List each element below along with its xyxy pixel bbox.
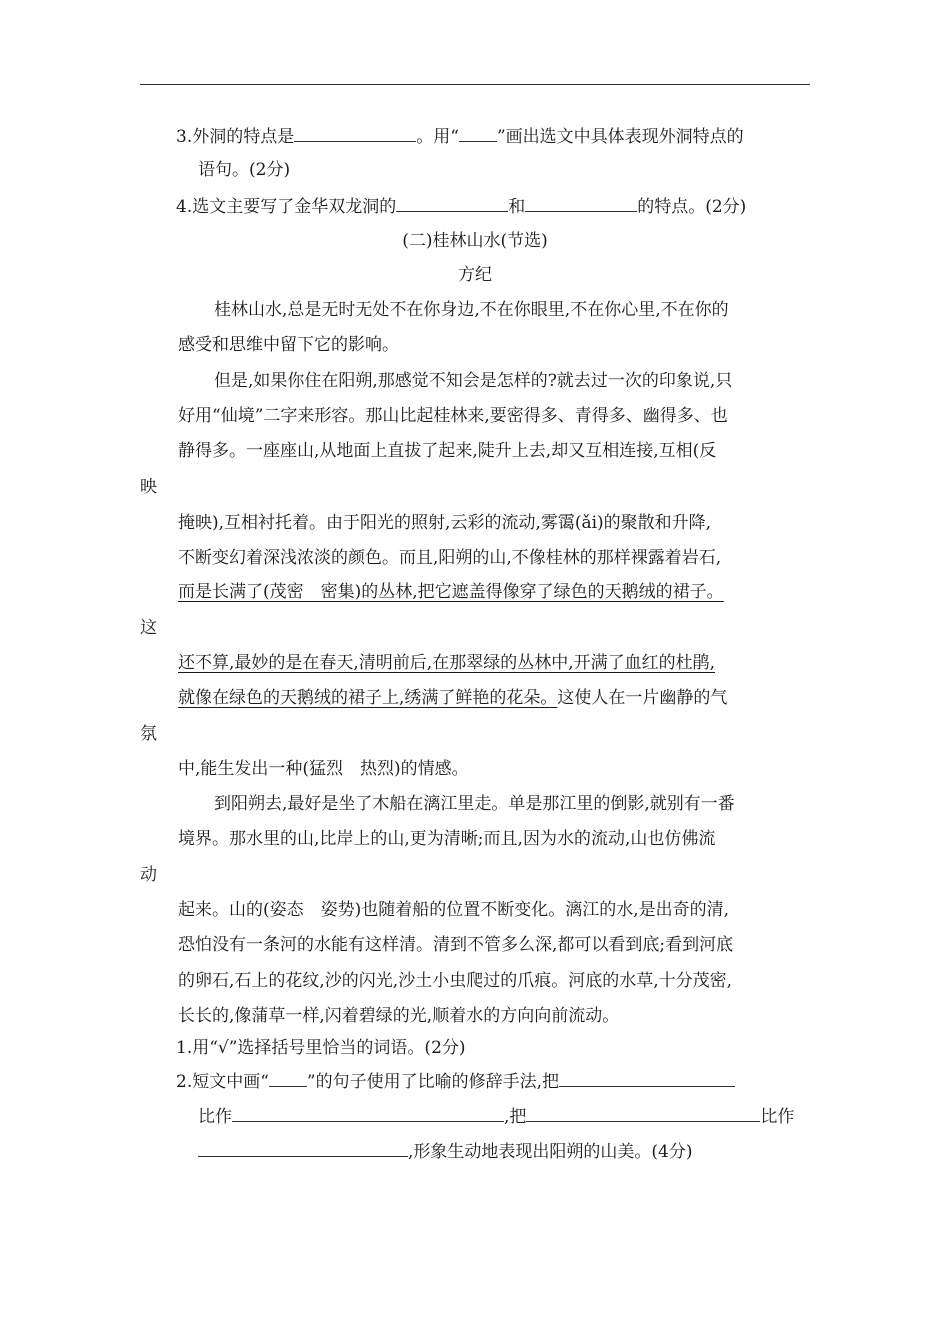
passage-line: 中,能生发出一种(猛烈 热烈)的情感。 <box>178 759 469 779</box>
q2-text-d: ,把 <box>504 1107 527 1127</box>
answer-blank[interactable] <box>198 1139 408 1157</box>
question-1: 1.用“√”选择括号里恰当的词语。(2分) <box>176 1038 466 1058</box>
answer-blank[interactable] <box>232 1104 504 1122</box>
passage-line: 桂林山水,总是无时无处不在你身边,不在你眼里,不在你心里,不在你的 <box>214 300 729 320</box>
passage-line-underlined: 而是长满了(茂密 密集)的丛林,把它遮盖得像穿了绿色的天鹅绒的裙子。 <box>178 582 724 602</box>
answer-blank[interactable] <box>525 194 637 212</box>
passage-line: 掩映),互相衬托着。由于阳光的照射,云彩的流动,雾霭(ǎi)的聚散和升降, <box>178 513 712 533</box>
q3-line-1 <box>176 124 744 148</box>
underlined-sentence: 就像在绿色的天鹅绒的裙子上,绣满了鲜艳的花朵。 <box>178 688 558 708</box>
passage-wrap-char: 这 <box>140 618 157 638</box>
passage-line: 静得多。一座座山,从地面上直拔了起来,陡升上去,却又互相连接,互相(反 <box>178 441 717 461</box>
q2-text-f: ,形象生动地表现出阳朔的山美。(4分) <box>408 1142 693 1162</box>
q3-text-b: 。用“ <box>416 127 459 147</box>
header-rule <box>140 84 810 85</box>
q4-line <box>176 194 746 218</box>
question-2-line-1 <box>176 1069 735 1093</box>
q2-text-c: 比作 <box>198 1107 232 1127</box>
passage-wrap-char: 映 <box>140 477 157 497</box>
passage-line <box>178 686 727 710</box>
answer-blank[interactable] <box>294 124 416 142</box>
q2-text-a: 2.短文中画“ <box>176 1072 269 1092</box>
q2-text-b: ”的句子使用了比喻的修辞手法,把 <box>306 1072 560 1092</box>
passage-line: 好用“仙境”二字来形容。那山比起桂林来,要密得多、青得多、幽得多、也 <box>178 406 728 426</box>
q4-text-b: 和 <box>508 197 526 217</box>
passage-line: 到阳朔去,最好是坐了木船在漓江里走。单是那江里的倒影,就别有一番 <box>214 794 735 814</box>
q4-text-c: 的特点。(2分) <box>637 197 747 217</box>
passage-line: 境界。那水里的山,比岸上的山,更为清晰;而且,因为水的流动,山也仿佛流 <box>178 829 716 849</box>
q3-line-2: 语句。(2分) <box>198 160 291 180</box>
answer-blank[interactable] <box>526 1104 760 1122</box>
question-2-line-3 <box>198 1139 692 1163</box>
passage-line: 但是,如果你住在阳朔,那感觉不知会是怎样的?就去过一次的印象说,只 <box>214 371 733 391</box>
passage-wrap-char: 氛 <box>140 724 157 744</box>
q3-text-a: 3.外洞的特点是 <box>176 127 295 147</box>
q4-text-a: 4.选文主要写了金华双龙洞的 <box>176 197 397 217</box>
passage-line: 不断变幻着深浅浓淡的颜色。而且,阳朔的山,不像桂林的那样裸露着岩石, <box>178 548 722 568</box>
underline-mark-sample <box>269 1069 307 1087</box>
q2-text-e: 比作 <box>760 1107 795 1127</box>
passage-line-underlined: 还不算,最妙的是在春天,清明前后,在那翠绿的丛林中,开满了血红的杜鹃, <box>178 653 716 673</box>
underline-mark-sample <box>459 124 497 142</box>
section-author: 方纪 <box>458 265 492 285</box>
answer-blank[interactable] <box>396 194 508 212</box>
passage-line: 恐怕没有一条河的水能有这样清。清到不管多么深,都可以看到底;看到河底 <box>178 935 734 955</box>
passage-line: 的卵石,石上的花纹,沙的闪光,沙土小虫爬过的爪痕。河底的水草,十分茂密, <box>178 971 733 991</box>
section-title: (二)桂林山水(节选) <box>402 231 548 251</box>
passage-text: 这使人在一片幽静的气 <box>557 688 728 708</box>
passage-wrap-char: 动 <box>140 865 157 885</box>
passage-line: 起来。山的(姿态 姿势)也随着船的位置不断变化。漓江的水,是出奇的清, <box>178 900 730 920</box>
passage-line: 感受和思维中留下它的影响。 <box>178 335 399 355</box>
answer-blank[interactable] <box>559 1069 735 1087</box>
passage-line: 长长的,像蒲草一样,闪着碧绿的光,顺着水的方向向前流动。 <box>178 1006 620 1026</box>
q3-text-c: ”画出选文中具体表现外洞特点的 <box>496 127 744 147</box>
question-2-line-2 <box>198 1104 794 1128</box>
